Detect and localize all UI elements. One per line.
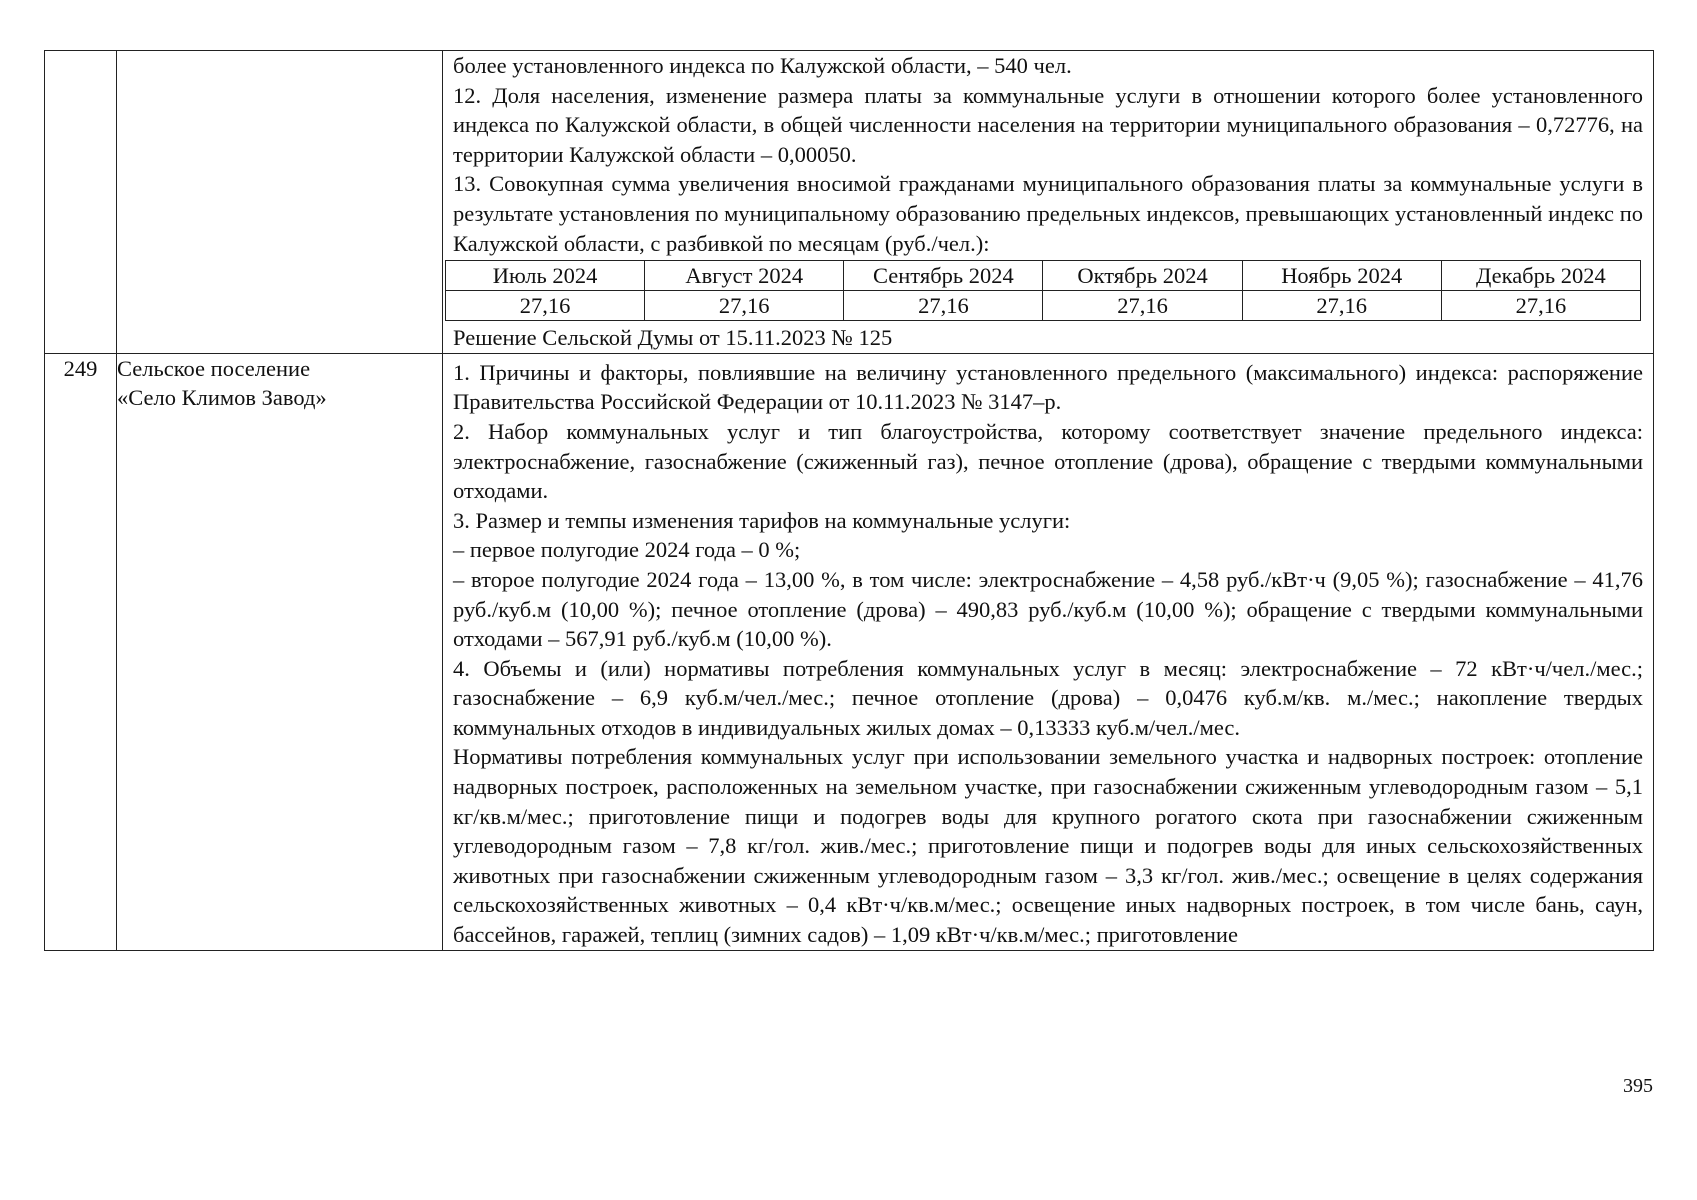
indices-table <box>44 50 1654 951</box>
paragraph: 1. Причины и факторы, повлиявшие на величину установленного предельного (максимального) индекса: распоряжение Правительства Российской Федерации от 10.11.2023 № 3147–р. <box>453 359 1643 415</box>
details-cell <box>443 51 1654 354</box>
table-row <box>446 291 1641 321</box>
month-value: 27,16 <box>844 291 1043 321</box>
month-value: 27,16 <box>645 291 844 321</box>
paragraph: – второе полугодие 2024 года – 13,00 %, в том числе: электроснабжение – 4,58 руб./кВт·ч (9,05 %); газоснабжение – 41,76 руб./куб.м (10,00 %); печное отопление (дрова) – 490,83 руб./куб.м (10,00 %); обращение с твердыми коммунальными отходами – 567,91 руб./куб.м (10,00 %). <box>453 566 1643 652</box>
paragraph: 4. Объемы и (или) нормативы потребления коммунальных услуг в месяц: электроснабжение – 72 кВт·ч/чел./мес.; газоснабжение – 6,9 куб.м/чел./мес.; печное отопление (дрова) – 0,0476 куб.м/кв. м./мес.; накопление твердых коммунальных отходов в индивидуальных жилых домах – 0,13333 куб.м/чел./мес. <box>453 655 1643 740</box>
page-number: 395 <box>1623 1075 1653 1097</box>
month-header: Октябрь 2024 <box>1043 261 1242 291</box>
month-header: Ноябрь 2024 <box>1242 261 1441 291</box>
month-header: Август 2024 <box>645 261 844 291</box>
paragraph: 13. Совокупная сумма увеличения вносимой гражданами муниципального образования платы за коммунальные услуги в результате установления по муниципальному образованию предельных индексов, превышающих установленный индекс по Калужской области, с разбивкой по месяцам (руб./чел.): <box>453 171 1643 256</box>
paragraph: Нормативы потребления коммунальных услуг при использовании земельного участка и надворных построек: отопление надворных построек, расположенных на земельном участке, при газоснабжении сжиженным углеводородным газом – 5,1 кг/кв.м/мес.; приготовление пищи и подогрев воды для крупного рогатого скота при газоснабжении сжиженным углеводородным газом – 7,8 кг/гол. жив./мес.; приготовление пищи и подогрев воды для иных сельскохозяйственных животных при газоснабжении сжиженным углеводородным газом – 3,3 кг/гол. жив./мес.; освещение в целях содержания сельскохозяйственных животных – 0,4 кВт·ч/кв.м/мес.; освещение иных надворных построек, в том числе бань, саун, бассейнов, гаражей, теплиц (зимних садов) – 1,09 кВт·ч/кв.м/мес.; приготовление <box>453 744 1643 948</box>
paragraph: 12. Доля населения, изменение размера платы за коммунальные услуги в отношении которого более установленного индекса по Калужской области, в общей численности населения на территории муниципального образования – 0,72776, на территории Калужской области – 0,00050. <box>453 82 1643 167</box>
paragraph: более установленного индекса по Калужской области, – 540 чел. <box>453 53 1072 78</box>
municipality-name <box>117 353 443 950</box>
month-value: 27,16 <box>1441 291 1640 321</box>
month-header: Июль 2024 <box>446 261 645 291</box>
municipality-cell <box>117 51 443 354</box>
month-header: Сентябрь 2024 <box>844 261 1043 291</box>
municipality-type: Сельское поселение <box>117 355 311 381</box>
paragraph: 3. Размер и темпы изменения тарифов на коммунальные услуги: <box>453 507 1071 533</box>
municipality-title: «Село Климов Завод» <box>117 385 327 411</box>
table-row <box>446 261 1641 291</box>
monthly-increase-table <box>445 260 1641 321</box>
month-value: 27,16 <box>446 291 645 321</box>
table-row <box>45 51 1654 354</box>
table-row <box>45 353 1654 950</box>
row-number-cell <box>45 51 117 354</box>
paragraph: 2. Набор коммунальных услуг и тип благоустройства, которому соответствует значение предельного индекса: электроснабжение, газоснабжение (сжиженный газ), печное отопление (дрова), обращение с твердыми коммунальными отходами. <box>453 418 1643 504</box>
month-header: Декабрь 2024 <box>1441 261 1640 291</box>
month-value: 27,16 <box>1242 291 1441 321</box>
details-cell <box>443 353 1654 950</box>
row-number: 249 <box>45 353 117 950</box>
month-value: 27,16 <box>1043 291 1242 321</box>
paragraph: – первое полугодие 2024 года – 0 %; <box>453 537 801 563</box>
decision-reference: Решение Сельской Думы от 15.11.2023 № 125 <box>453 325 893 351</box>
